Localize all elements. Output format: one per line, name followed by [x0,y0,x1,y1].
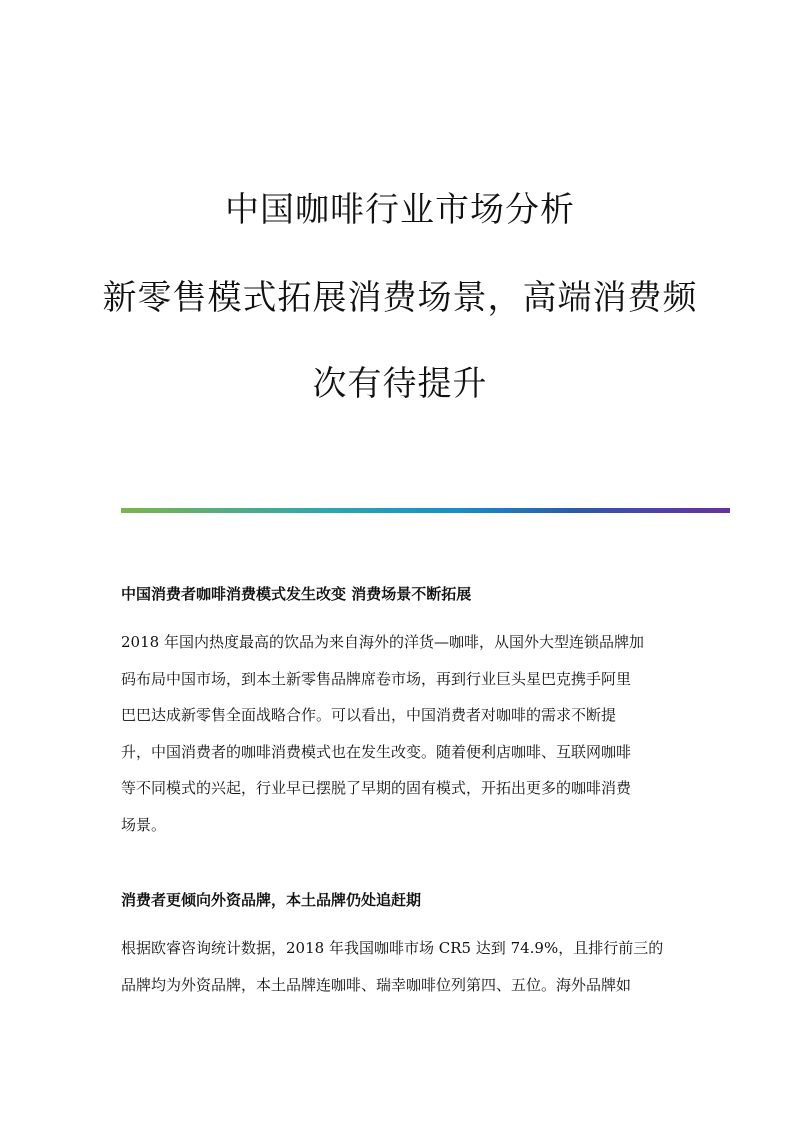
gradient-divider [121,508,730,513]
section-paragraph-1 [121,624,681,843]
paragraph-line: 场景。 [121,815,167,834]
section-heading-2: 消费者更倾向外资品牌，本土品牌仍处追赶期 [121,891,422,909]
paragraph-line: 2018 年国内热度最高的饮品为来自海外的洋货—咖啡，从国外大型连锁品牌加 [121,633,644,651]
paragraph-line: 码布局中国市场，到本土新零售品牌席卷市场，再到行业巨头星巴克携手阿里 [121,669,632,688]
title-line-1: 中国咖啡行业市场分析 [225,190,575,230]
paragraph-line: 根据欧睿咨询统计数据，2018 年我国咖啡市场 CR5 达到 74.9%，且排行前三的 [121,939,664,957]
title-line-2: 新零售模式拓展消费场景，高端消费频 [102,278,698,318]
section-paragraph-2 [121,930,681,1003]
paragraph-line: 品牌均为外资品牌，本土品牌连咖啡、瑞幸咖啡位列第四、五位。海外品牌如 [121,975,632,994]
paragraph-line: 升，中国消费者的咖啡消费模式也在发生改变。随着便利店咖啡、互联网咖啡 [121,742,632,761]
paragraph-line: 巴巴达成新零售全面战略合作。可以看出，中国消费者对咖啡的需求不断提 [121,706,617,724]
title-line-3: 次有待提升 [312,364,488,404]
section-heading-1: 中国消费者咖啡消费模式发生改变 消费场景不断拓展 [121,585,472,603]
paragraph-line: 等不同模式的兴起，行业早已摆脱了早期的固有模式，开拓出更多的咖啡消费 [121,779,632,797]
